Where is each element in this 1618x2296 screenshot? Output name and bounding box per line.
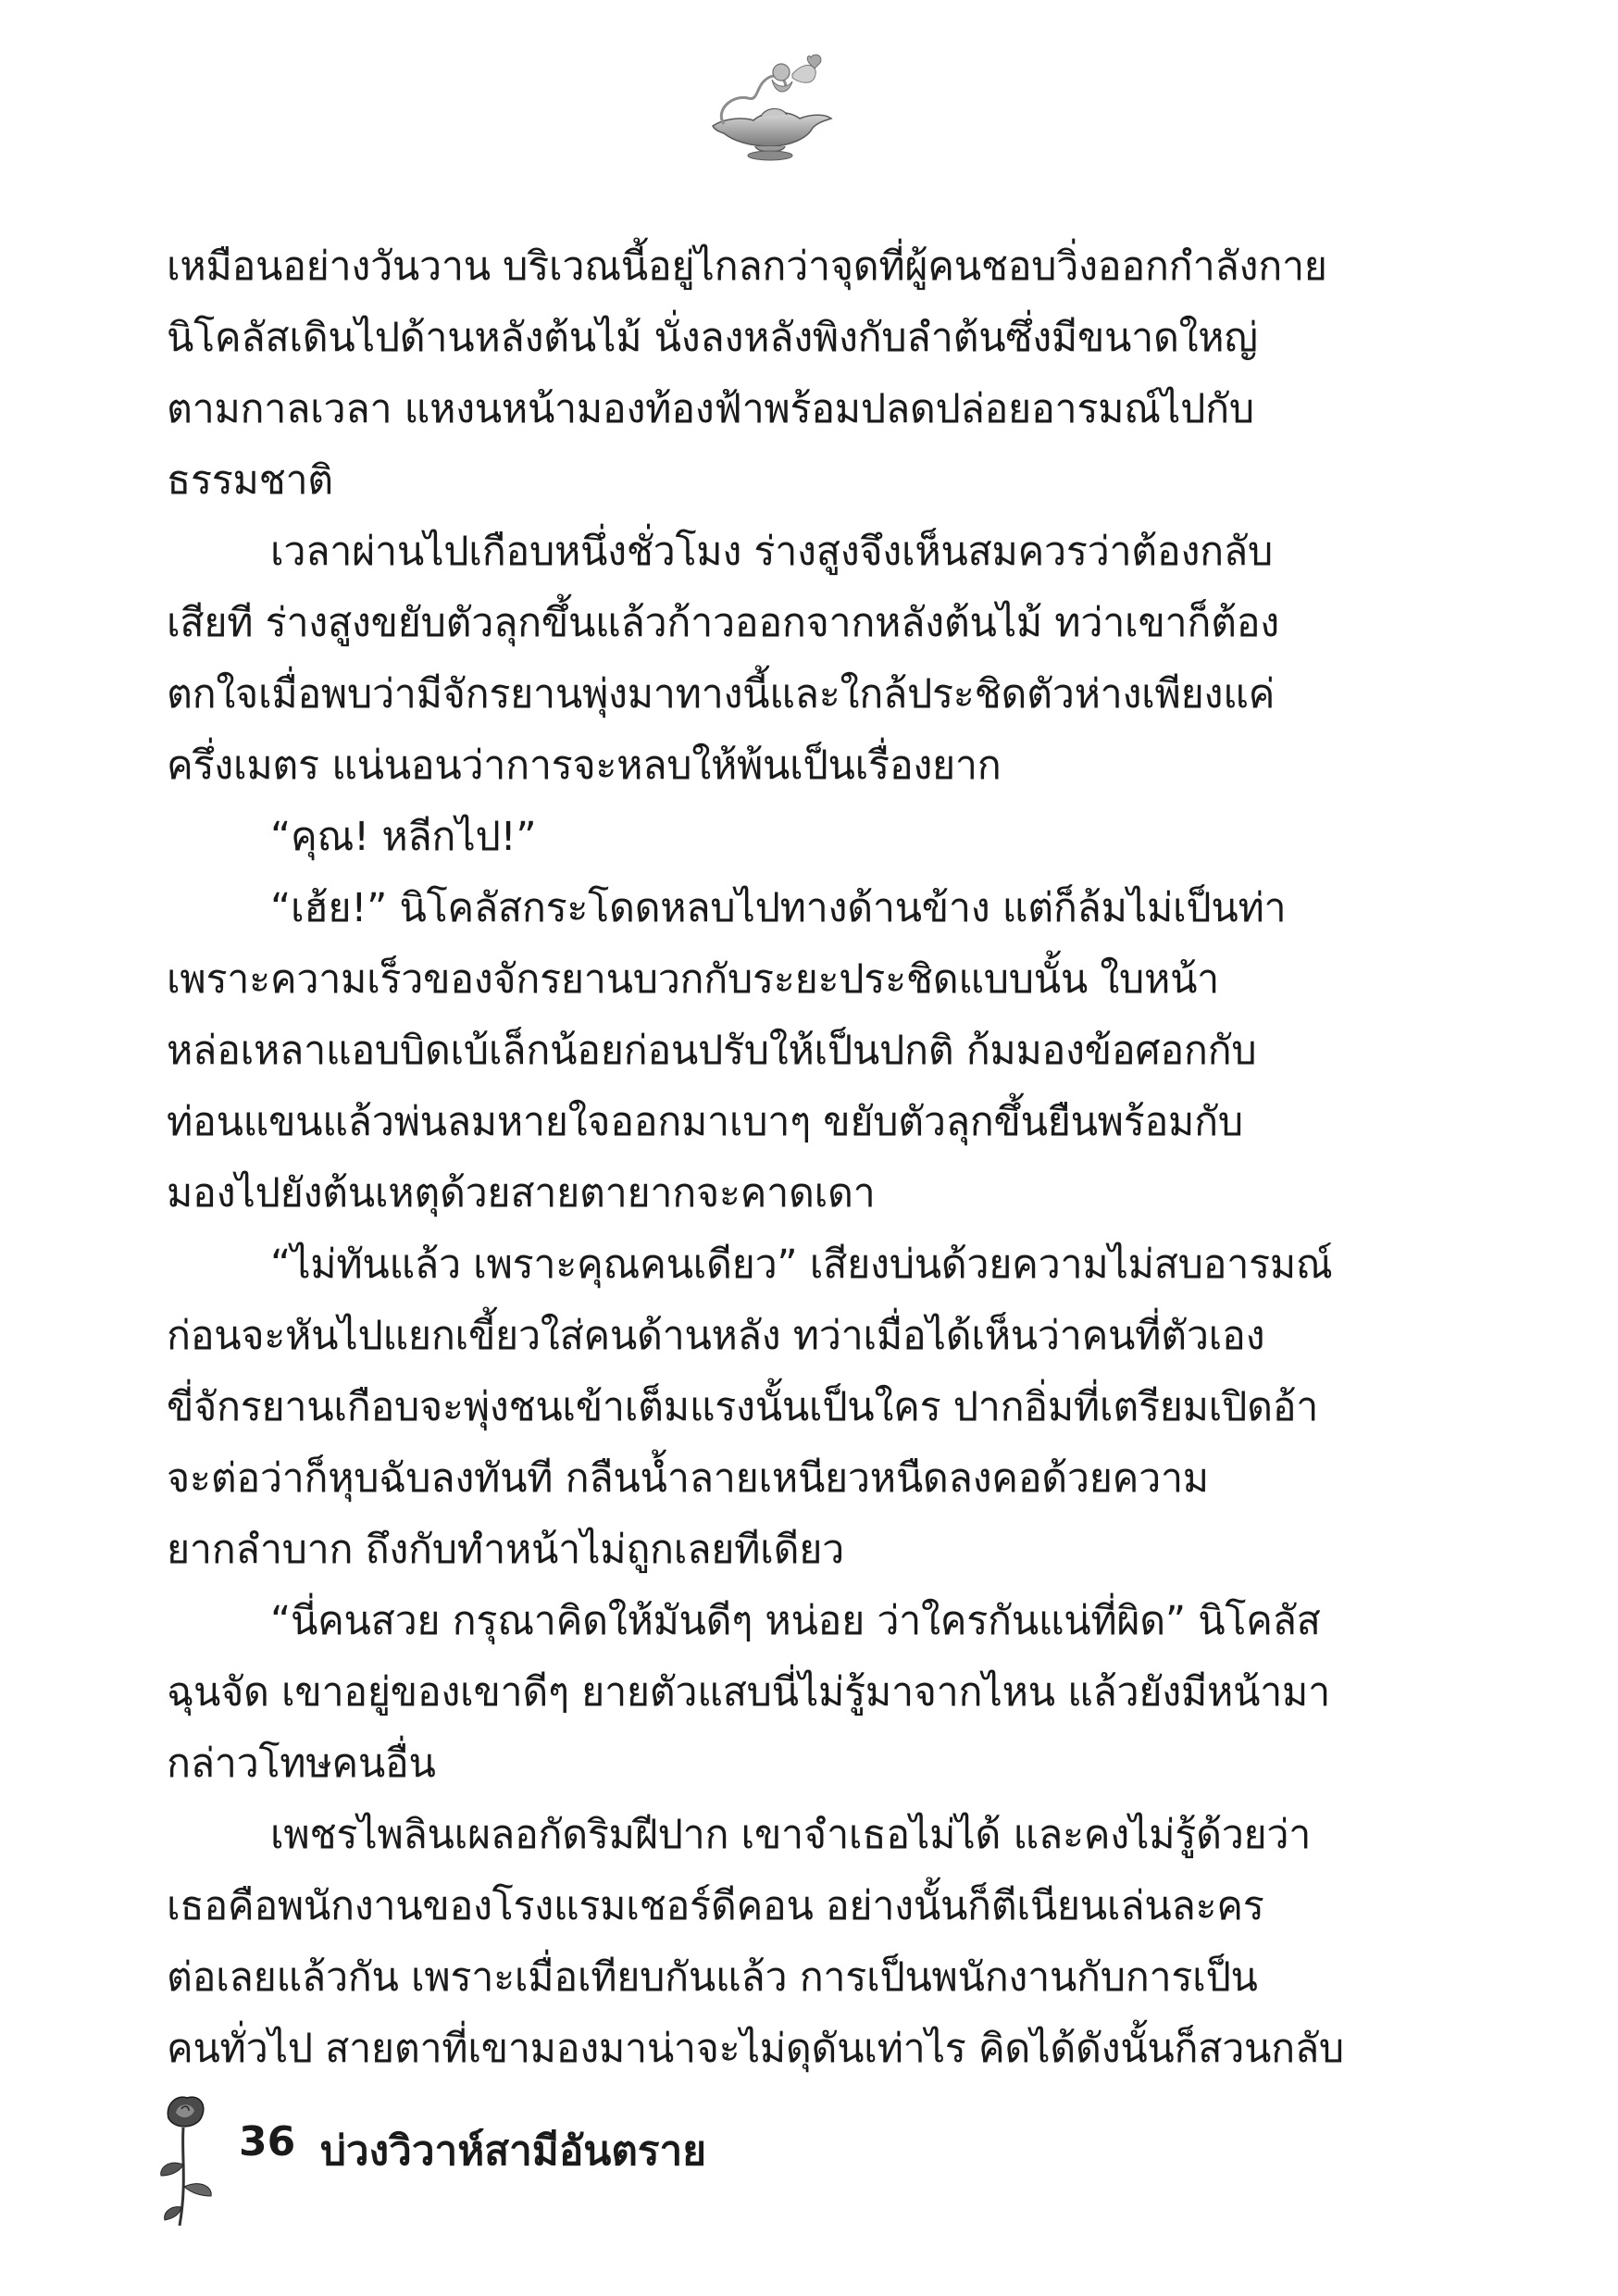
book-title: บ่วงวิวาห์สามีอันตราย	[320, 2128, 707, 2175]
text-line: กล่าวโทษคนอื่น	[167, 1741, 436, 1787]
text-line: คนทั่วไป สายตาที่เขามองมาน่าจะไม่ดุดันเท่าไร คิดได้ดังนั้นก็สวนกลับ	[167, 2026, 1344, 2072]
paragraph-start-line: “นี่คนสวย กรุณาคิดให้มันดีๆ หน่อย ว่าใครกันแน่ที่ผิด” นิโคลัส	[270, 1598, 1321, 1644]
text-line: ยากลำบาก ถึงกับทำหน้าไม่ถูกเลยทีเดียว	[167, 1527, 844, 1573]
text-line: ตามกาลเวลา แหงนหน้ามองท้องฟ้าพร้อมปลดปล่อยอารมณ์ไปกับ	[167, 386, 1254, 432]
paragraph-start-line: “ไม่ทันแล้ว เพราะคุณคนเดียว” เสียงบ่นด้วยความไม่สบอารมณ์	[270, 1242, 1333, 1288]
dialogue-line: “คุณ! หลีกไป!”	[270, 814, 537, 860]
paragraph-start-line: “เฮ้ย!” นิโคลัสกระโดดหลบไปทางด้านข้าง แต่ก็ล้มไม่เป็นท่า	[270, 885, 1287, 931]
text-line: มองไปยังต้นเหตุด้วยสายตายากจะคาดเดา	[167, 1170, 876, 1217]
text-line: ขี่จักรยานเกือบจะพุ่งชนเข้าเต็มแรงนั้นเป็นใคร ปากอิ่มที่เตรียมเปิดอ้า	[167, 1384, 1319, 1430]
text-line: จะต่อว่าก็หุบฉับลงทันที กลืนน้ำลายเหนียวหนืดลงคอด้วยความ	[167, 1455, 1209, 1502]
text-line: เพราะความเร็วของจักรยานบวกกับระยะประชิดแบบนั้น ใบหน้า	[167, 956, 1220, 1003]
text-line: นิโคลัสเดินไปด้านหลังต้นไม้ นั่งลงหลังพิงกับลำต้นซึ่งมีขนาดใหญ่	[167, 315, 1258, 361]
rose-icon	[156, 2090, 230, 2229]
text-line: ก่อนจะหันไปแยกเขี้ยวใส่คนด้านหลัง ทว่าเมื่อได้เห็นว่าคนที่ตัวเอง	[167, 1313, 1265, 1359]
body-text	[167, 231, 1361, 2085]
text-line: ท่อนแขนแล้วพ่นลมหายใจออกมาเบาๆ ขยับตัวลุกขึ้นยืนพร้อมกับ	[167, 1099, 1243, 1145]
page-number: 36	[239, 2118, 296, 2165]
text-line: เหมือนอย่างวันวาน บริเวณนี้อยู่ไกลกว่าจุดที่ผู้คนชอบวิ่งออกกำลังกาย	[167, 243, 1327, 290]
text-line: หล่อเหลาแอบบิดเบ้เล็กน้อยก่อนปรับให้เป็นปกติ ก้มมองข้อศอกกับ	[167, 1028, 1257, 1074]
text-line: ตกใจเมื่อพบว่ามีจักรยานพุ่งมาทางนี้และใกล้ประชิดตัวห่างเพียงแค่	[167, 671, 1276, 718]
paragraph-start-line: เพชรไพลินเผลอกัดริมฝีปาก เขาจำเธอไม่ได้ และคงไม่รู้ด้วยว่า	[270, 1812, 1312, 1858]
page-footer	[156, 2090, 803, 2229]
paragraph-start-line: เวลาผ่านไปเกือบหนึ่งชั่วโมง ร่างสูงจึงเห็นสมควรว่าต้องกลับ	[270, 529, 1273, 575]
magic-lamp-ornament-icon	[696, 54, 835, 165]
text-line: ต่อเลยแล้วกัน เพราะเมื่อเทียบกันแล้ว การเป็นพนักงานกับการเป็น	[167, 1954, 1258, 2001]
text-line: ครึ่งเมตร แน่นอนว่าการจะหลบให้พ้นเป็นเรื่องยาก	[167, 742, 1002, 789]
text-line: เสียที ร่างสูงขยับตัวลุกขึ้นแล้วก้าวออกจากหลังต้นไม้ ทว่าเขาก็ต้อง	[167, 600, 1279, 646]
text-line: ฉุนจัด เขาอยู่ของเขาดีๆ ยายตัวแสบนี่ไม่รู้มาจากไหน แล้วยังมีหน้ามา	[167, 1669, 1330, 1716]
text-line: เธอคือพนักงานของโรงแรมเชอร์ดีคอน อย่างนั้นก็ตีเนียนเล่นละคร	[167, 1883, 1264, 1929]
text-line: ธรรมชาติ	[167, 457, 333, 504]
